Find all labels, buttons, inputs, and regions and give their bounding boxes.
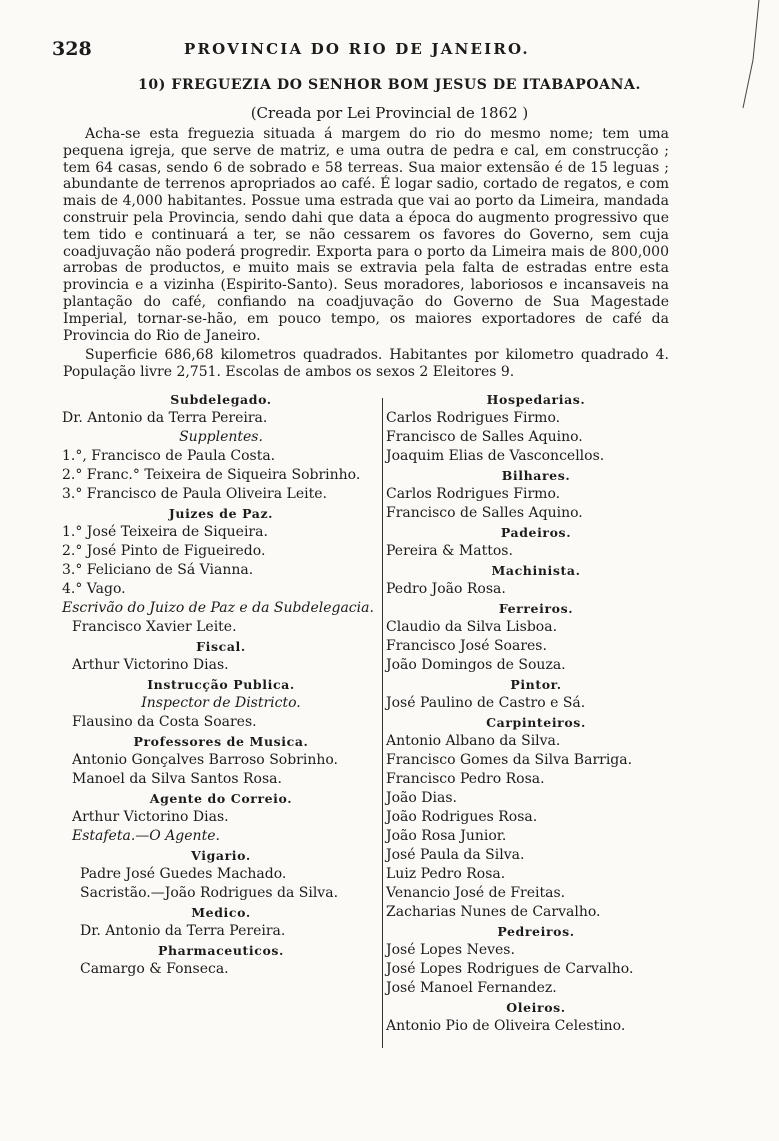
list-item: José Manoel Fernandez. <box>386 980 557 996</box>
juiz-3: 3.° Feliciano de Sá Vianna. <box>62 562 254 578</box>
list-item: Venancio José de Freitas. <box>386 885 566 901</box>
sacristao-line: Sacristão.—João Rodrigues da Silva. <box>80 885 339 901</box>
list-item: Pereira & Mattos. <box>386 543 513 559</box>
medico-name: Dr. Antonio da Terra Pereira. <box>80 923 286 939</box>
inspector-heading: Inspector de Districto. <box>141 695 301 711</box>
list-item: Francisco de Salles Aquino. <box>386 505 583 521</box>
juiz-2: 2.° José Pinto de Figueiredo. <box>62 543 266 559</box>
correio-name: Arthur Victorino Dias. <box>72 809 229 825</box>
supplente-1: 1.°, Francisco de Paula Costa. <box>62 448 276 464</box>
list-item: Claudio da Silva Lisboa. <box>386 619 558 635</box>
list-item: Carlos Rodrigues Firmo. <box>386 486 561 502</box>
machinista-heading: Machinista. <box>491 563 581 578</box>
professor-2: Manoel da Silva Santos Rosa. <box>72 771 282 787</box>
pedreiros-heading: Pedreiros. <box>497 924 575 939</box>
inspector-name: Flausino da Costa Soares. <box>72 714 257 730</box>
medico-heading: Medico. <box>191 905 251 920</box>
list-item: Antonio Albano da Silva. <box>386 733 561 749</box>
fiscal-name: Arthur Victorino Dias. <box>72 657 229 673</box>
pharmaceuticos-name: Camargo & Fonseca. <box>80 961 229 977</box>
escrivao-name: Francisco Xavier Leite. <box>72 619 237 635</box>
list-item: João Rodrigues Rosa. <box>386 809 538 825</box>
list-item: Pedro João Rosa. <box>386 581 506 597</box>
list-item: João Domingos de Souza. <box>386 657 566 673</box>
escrivao-heading: Escrivão do Juizo de Paz e da Subdelegacia. <box>62 600 374 616</box>
vigario-name: Padre José Guedes Machado. <box>80 866 287 882</box>
statistics-paragraph: Superficie 686,68 kilometros quadrados. Habitantes por kilometro quadrado 4. População livre 2,751. Escolas de ambos os sexos 2 Eleitores 9. <box>63 347 669 380</box>
supplente-2: 2.° Franc.° Teixeira de Siqueira Sobrinho. <box>62 467 361 483</box>
list-item: José Paulino de Castro e Sá. <box>386 695 586 711</box>
juizes-heading: Juizes de Paz. <box>168 506 274 521</box>
page-number: 328 <box>52 38 92 60</box>
carpinteiros-heading: Carpinteiros. <box>486 715 586 730</box>
supplente-3: 3.° Francisco de Paula Oliveira Leite. <box>62 486 327 502</box>
supplentes-heading: Supplentes. <box>179 429 263 445</box>
list-item: Francisco Gomes da Silva Barriga. <box>386 752 633 768</box>
subdelegado-heading: Subdelegado. <box>170 392 272 407</box>
left-column <box>62 390 380 979</box>
list-item: João Dias. <box>386 790 457 806</box>
list-item: Francisco Pedro Rosa. <box>386 771 545 787</box>
running-title: PROVINCIA DO RIO DE JANEIRO. <box>184 40 530 58</box>
pharmaceuticos-heading: Pharmaceuticos. <box>157 943 284 958</box>
list-item: José Lopes Neves. <box>386 942 515 958</box>
padeiros-heading: Padeiros. <box>500 525 572 540</box>
section-title: 10) FREGUEZIA DO SENHOR BOM JESUS DE ITABAPOANA. <box>138 77 641 93</box>
bilhares-heading: Bilhares. <box>501 468 571 483</box>
instrucao-heading: Instrucção Publica. <box>147 677 295 692</box>
list-item: João Rosa Junior. <box>386 828 507 844</box>
column-divider <box>382 398 383 1048</box>
correio-heading: Agente do Correio. <box>149 791 293 806</box>
juiz-4: 4.° Vago. <box>62 581 126 597</box>
pintor-heading: Pintor. <box>510 677 562 692</box>
estafeta-line: Estafeta.—O Agente. <box>72 828 220 844</box>
juiz-1: 1.° José Teixeira de Siqueira. <box>62 524 268 540</box>
list-item: José Lopes Rodrigues de Carvalho. <box>386 961 634 977</box>
description-paragraph: Acha-se esta freguezia situada á margem do rio do mesmo nome; tem uma pequena igreja, que serve de matriz, e uma outra de pedra e cal, em construcção ; tem 64 casas, sendo 6 de sobrado e 58 terreas. Sua maior extensão é de 15 leguas ; abundante de terrenos apropriados ao café. É logar sadio, cortado de regatos, e com mais de 4,000 habitantes. Possue uma estrada que vai ao porto da Limeira, mandada construir pela Provincia, sendo dahi que data a época do augmento progressivo que tem tido e continuará a ter, se não cessarem os favores do Governo, sem cuja coadjuvação não poderá progredir. Exporta para o porto da Limeira mais de 800,000 arrobas de productos, e muito mais se extravia pela falta de estradas entre esta provincia e a vizinha (Espirito-Santo). Seus moradores, laboriosos e incansaveis na plantação do café, confiando na coadjuvação do Governo de Sua Magestade Imperial, tornar-se-hão, em pouco tempo, os maiores exportadores de café da Provincia do Rio de Janeiro. <box>63 126 669 344</box>
section-subtitle: (Creada por Lei Provincial de 1862 ) <box>250 104 529 122</box>
professores-heading: Professores de Musica. <box>133 734 309 749</box>
list-item: Luiz Pedro Rosa. <box>386 866 506 882</box>
page-header <box>52 38 752 62</box>
list-item: Zacharias Nunes de Carvalho. <box>386 904 601 920</box>
list-item: Francisco de Salles Aquino. <box>386 429 583 445</box>
list-item: Carlos Rodrigues Firmo. <box>386 410 561 426</box>
professor-1: Antonio Gonçalves Barroso Sobrinho. <box>72 752 339 768</box>
subdelegado-name: Dr. Antonio da Terra Pereira. <box>62 410 268 426</box>
list-item: Joaquim Elias de Vasconcellos. <box>386 448 605 464</box>
list-item: José Paula da Silva. <box>386 847 525 863</box>
hospedarias-heading: Hospedarias. <box>486 392 586 407</box>
vigario-heading: Vigario. <box>191 848 251 863</box>
ferreiros-heading: Ferreiros. <box>498 601 574 616</box>
oleiros-heading: Oleiros. <box>506 1000 566 1015</box>
list-item: Antonio Pio de Oliveira Celestino. <box>386 1018 626 1034</box>
fiscal-heading: Fiscal. <box>196 639 246 654</box>
right-column <box>386 390 686 1036</box>
list-item: Francisco José Soares. <box>386 638 547 654</box>
